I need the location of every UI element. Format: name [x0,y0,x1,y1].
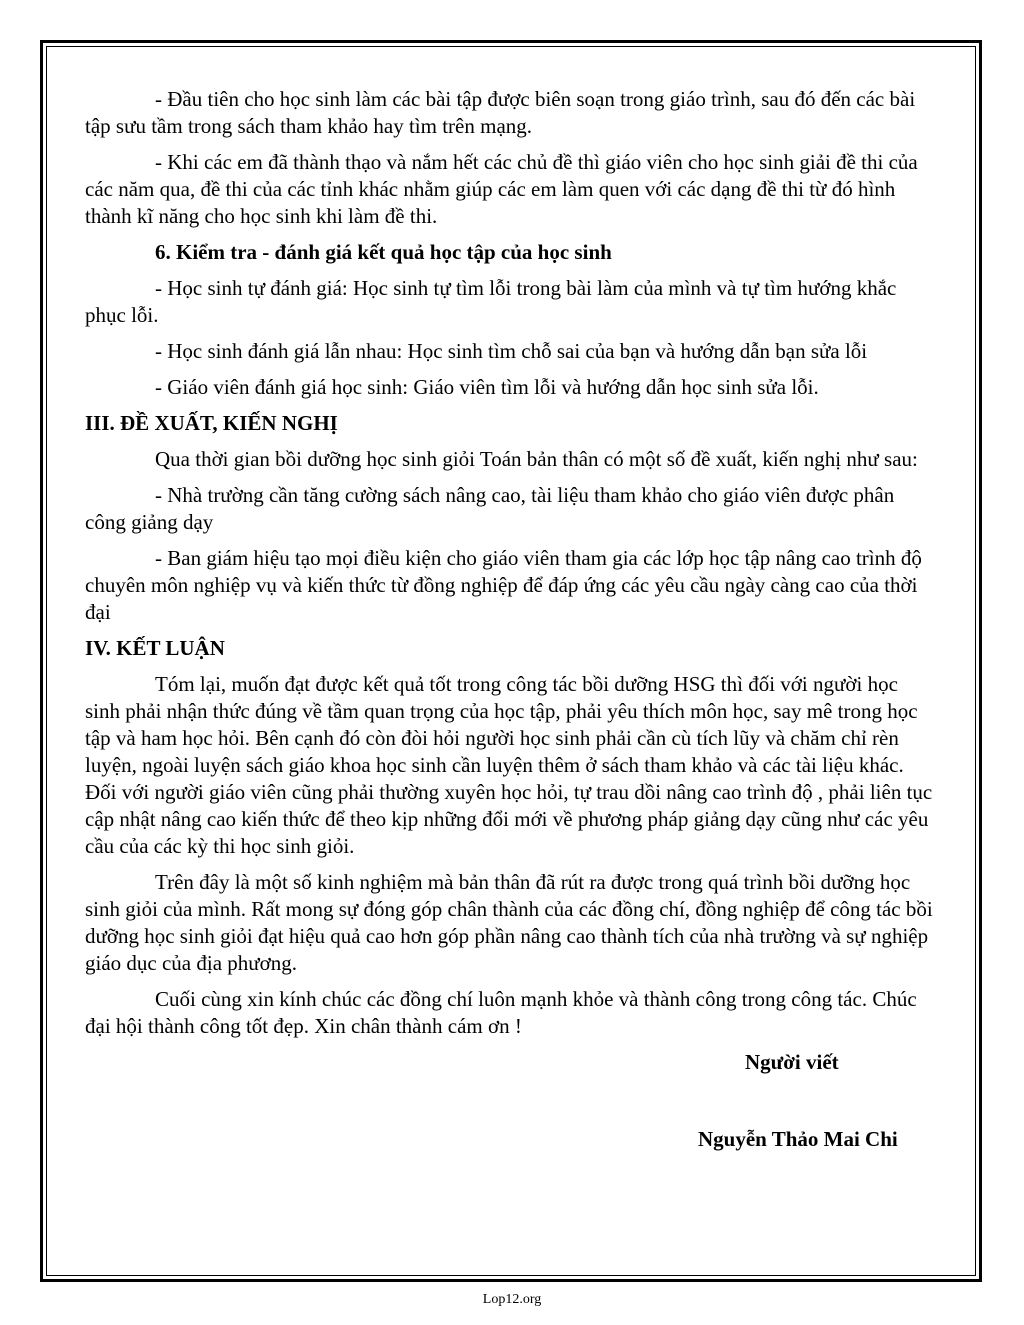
section-heading-iii: III. ĐỀ XUẤT, KIẾN NGHỊ [85,411,338,435]
paragraph-proposal-2: - Ban giám hiệu tạo mọi điều kiện cho giáo viên tham gia các lớp học tập nâng cao trình độ chuyên môn nghiệp vụ và kiến thức từ đồng nghiệp để đáp ứng các yêu cầu ngày càng cao của thời đại [85,546,922,624]
paragraph-proposal-intro: Qua thời gian bồi dưỡng học sinh giỏi Toán bản thân có một số đề xuất, kiến nghị như sau: [155,447,918,471]
paragraph-conclusion-1: Tóm lại, muốn đạt được kết quả tốt trong công tác bồi dưỡng HSG thì đối với người học sinh phải nhận thức đúng về tầm quan trọng của học tập, phải yêu thích môn học, say mê trong học tập và ham học hỏi. Bên cạnh đó còn đòi hỏi người học sinh phải cần cù tích lũy và chăm chỉ rèn luyện, ngoài luyện sách giáo khoa học sinh cần luyện thêm ở sách tham khảo và các tài liệu khác. Đối với người giáo viên cũng phải thường xuyên học hỏi, tự trau dồi nâng cao trình độ , phải liên tục cập nhật nâng cao kiến thức để theo kịp những đổi mới về phương pháp giảng dạy cũng như các yêu cầu của các kỳ thi học sinh giỏi. [85,672,933,858]
paragraph-self-assessment: - Học sinh tự đánh giá: Học sinh tự tìm lỗi trong bài làm của mình và tự tìm hướng khắc phục lỗi. [85,276,897,327]
paragraph-2: - Khi các em đã thành thạo và nắm hết các chủ đề thì giáo viên cho học sinh giải đề thi của các năm qua, đề thi của các tỉnh khác nhằm giúp các em làm quen với các dạng đề thi từ đó hình thành kĩ năng cho học sinh khi làm đề thi. [85,150,918,228]
section-heading-6: 6. Kiểm tra - đánh giá kết quả học tập của học sinh [155,240,612,264]
document-body [85,86,935,1153]
section-heading-iv: IV. KẾT LUẬN [85,636,225,660]
paragraph-conclusion-3: Cuối cùng xin kính chúc các đồng chí luôn mạnh khỏe và thành công trong công tác. Chúc đại hội thành công tốt đẹp. Xin chân thành cám ơn ! [85,987,917,1038]
signature-title: Người viết [745,1050,839,1074]
paragraph-teacher-assessment: - Giáo viên đánh giá học sinh: Giáo viên tìm lỗi và hướng dẫn học sinh sửa lỗi. [155,375,819,399]
paragraph-conclusion-2: Trên đây là một số kinh nghiệm mà bản thân đã rút ra được trong quá trình bồi dưỡng học sinh giỏi của mình. Rất mong sự đóng góp chân thành của các đồng chí, đồng nghiệp để công tác bồi dưỡng học sinh giỏi đạt hiệu quả cao hơn góp phần nâng cao thành tích của nhà trường và sự nghiệp giáo dục của địa phương. [85,870,933,975]
paragraph-1: - Đầu tiên cho học sinh làm các bài tập được biên soạn trong giáo trình, sau đó đến các bài tập sưu tầm trong sách tham khảo hay tìm trên mạng. [85,87,916,138]
paragraph-peer-assessment: - Học sinh đánh giá lẫn nhau: Học sinh tìm chỗ sai của bạn và hướng dẫn bạn sửa lỗi [155,339,868,363]
signature-name: Nguyễn Thảo Mai Chi [698,1127,898,1151]
footer-site-name: Lop12.org [482,1292,542,1307]
paragraph-proposal-1: - Nhà trường cần tăng cường sách nâng cao, tài liệu tham khảo cho giáo viên được phân công giảng dạy [85,483,895,534]
